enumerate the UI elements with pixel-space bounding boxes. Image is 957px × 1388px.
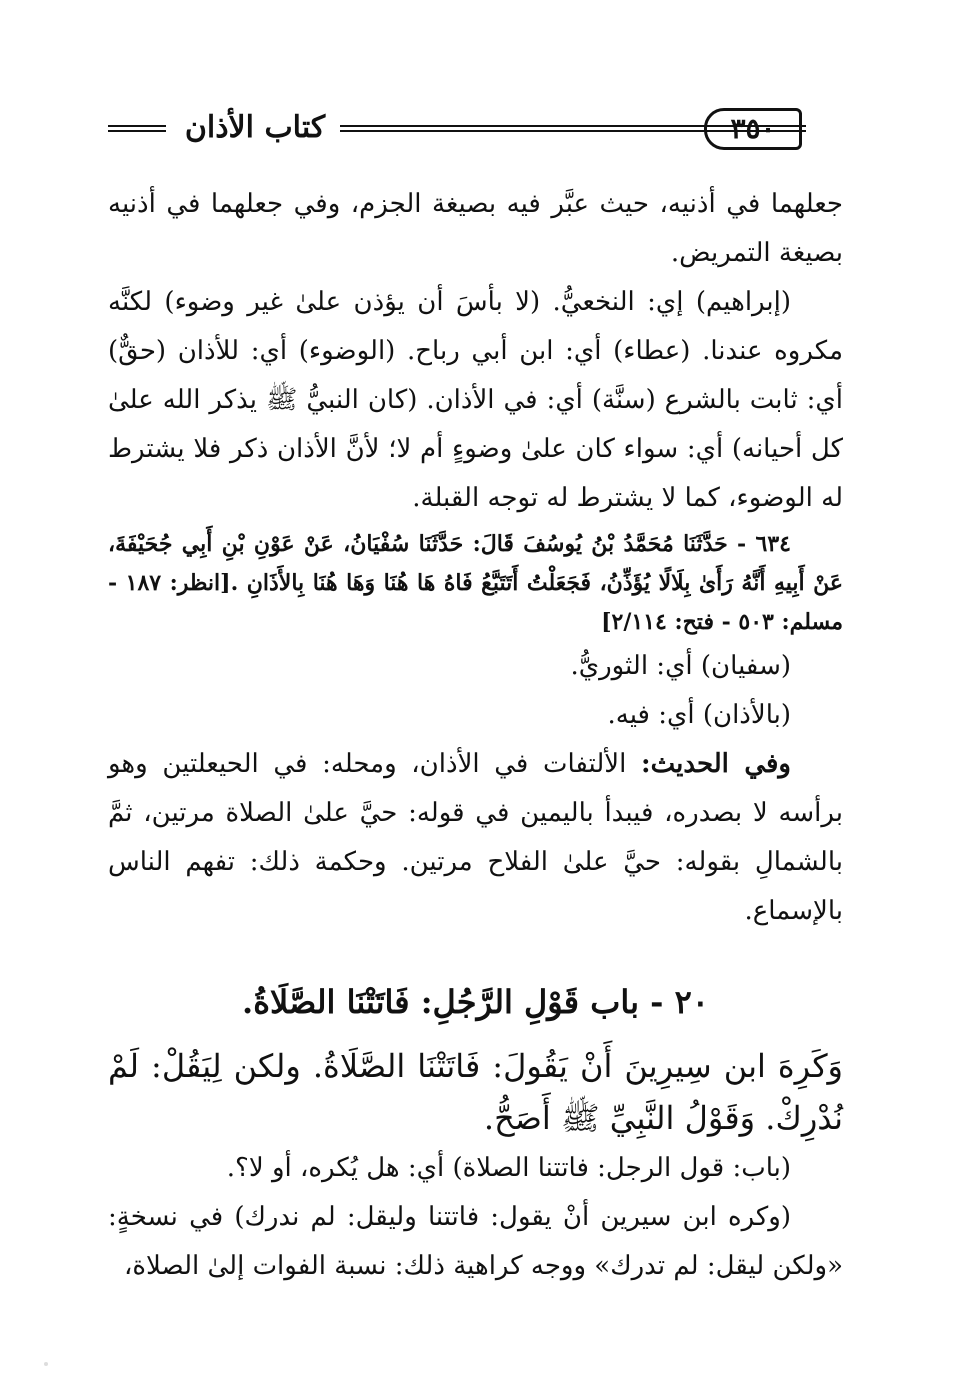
commentary-line-1: (باب: قول الرجل: فاتتنا الصلاة) أي: هل يُكره، أو لا؟. (226, 1153, 791, 1183)
note-adhan: (بالأذان) أي: فيه. (607, 700, 791, 730)
chapter-quote: وَكَرِهَ ابن سِيرِينَ أَنْ يَقُولَ: فَاتَتْنَا الصَّلَاةُ. ولكن لِيَقُلْ: لَمْ نُدْرِكْ. وَقَوْلُ النَّبِيِّ ﷺ أَصَحُّ. (108, 1047, 843, 1137)
commentary-line-2: (وكره ابن سيرين أنْ يقول: فاتتنا وليقل: لم ندرك) في نسخةٍ: «ولكن ليقل: لم تدرك» ووجه كراهية ذلك: نسبة الفوات إلىٰ الصلاة، (108, 1202, 843, 1281)
note-sufyan: (سفيان) أي: الثوريُّ. (570, 651, 791, 681)
paragraph-continuation: جعلهما في أذنيه، حيث عبَّر فيه بصيغة الجزم، وفي جعلهما في أذنيه بصيغة التمريض. (108, 189, 843, 268)
paragraph-hadith-benefit-text: الألتفات في الأذان، ومحله: في الحيعلتين وهو برأسه لا بصدره، فيبدأ باليمين في قوله: حيَّ علىٰ الصلاة مرتين، ثمَّ بالشمالِ بقوله: حيَّ علىٰ الفلاح مرتين. وحكمة ذلك: تفهم الناس بالإسماع. (108, 749, 843, 926)
page-number: ٣٥٠ (704, 108, 802, 150)
chapter-commentary (108, 1144, 843, 1291)
page-header (108, 98, 843, 158)
hadith-text: ٦٣٤ - حَدَّثَنَا مُحَمَّدُ بْنُ يُوسُفَ قَالَ: حَدَّثَنَا سُفْيَانُ، عَنْ عَوْنِ بْنِ أَبِي جُحَيْفَةَ، عَنْ أَبِيهِ أَنَّهُ رَأَىٰ بِلَالًا يُؤَذِّنُ، فَجَعَلْتُ أَتَتَبَّعُ فَاهُ هَا هُنَا وَهَا هُنَا بِالأَذَانِ .[انظر: ١٨٧ - مسلم: ٥٠٣ - فتح: ٢/١١٤] (108, 531, 844, 635)
header-rule-left (108, 125, 166, 132)
hadith-label: وفي الحديث: (640, 749, 791, 779)
main-text (108, 180, 843, 936)
paragraph-commentary: (إبراهيم) إي: النخعيُّ. (لا بأسَ أن يؤذن علىٰ غير وضوء) لكنَّه مكروه عندنا. (عطاء) أي: ابن أبي رباح. (الوضوء) أي: للأذان (حقٌّ) أي: ثابت بالشرع (سنَّة) أي: في الأذان. (كان النبيُّ ﷺ يذكر الله علىٰ كل أحيانه) أي: سواء كان علىٰ وضوءٍ أم لا؛ لأنَّ الأذان ذكر فلا يشترط له الوضوء، كما لا يشترط له توجه القبلة. (108, 287, 843, 513)
page-mark (44, 1362, 48, 1366)
paragraph-hadith-benefit (108, 740, 843, 936)
book-title: كتاب الأذان (184, 110, 326, 145)
chapter-heading: ٢٠ - باب قَوْلِ الرَّجُلِ: فَاتَتْنَا الصَّلَاةُ. (242, 983, 709, 1021)
